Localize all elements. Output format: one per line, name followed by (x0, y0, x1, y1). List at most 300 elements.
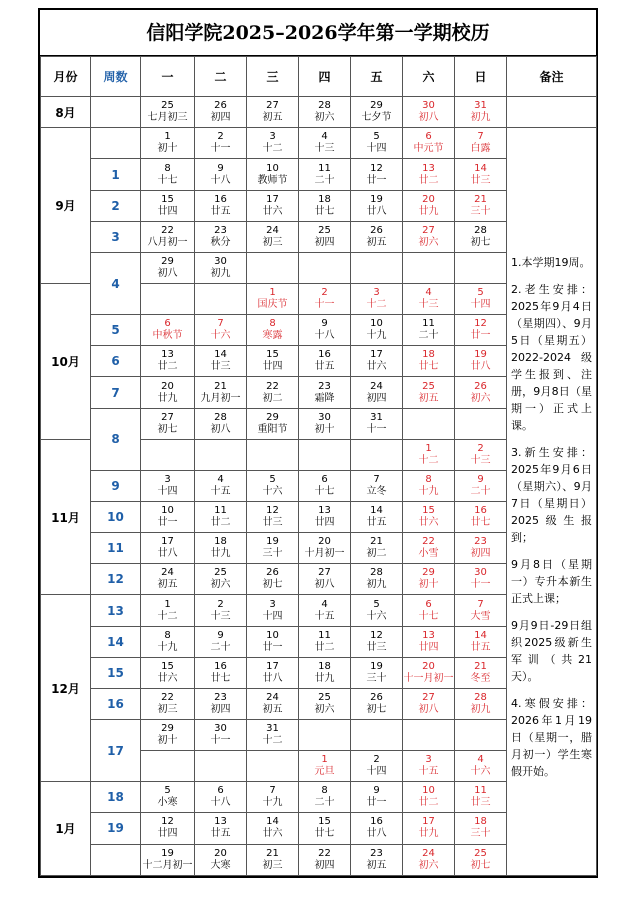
day-cell (403, 252, 455, 283)
day-number: 16 (214, 193, 227, 205)
day-cell (247, 688, 299, 719)
lunar-date: 廿六 (157, 672, 178, 684)
lunar-date: 初六 (470, 392, 491, 404)
day-cell (351, 439, 403, 470)
day-cell (247, 439, 299, 470)
day-number: 4 (321, 131, 328, 143)
note-item: 1.本学期19周。 (511, 256, 591, 270)
day-cell (141, 128, 195, 159)
day-cell (455, 377, 507, 408)
lunar-date: 廿五 (470, 641, 491, 653)
day-number: 14 (474, 629, 487, 641)
day-number: 7 (217, 318, 224, 330)
lunar-date: 廿八 (262, 672, 283, 684)
calendar-table (40, 56, 597, 876)
day-cell (247, 720, 299, 751)
lunar-date: 廿八 (366, 828, 387, 840)
lunar-date: 初八 (418, 703, 439, 715)
lunar-date: 廿九 (210, 548, 231, 560)
month-label: 10月 (41, 284, 91, 440)
day-number: 6 (164, 318, 171, 330)
lunar-date: 重阳节 (257, 423, 288, 435)
day-number: 29 (370, 100, 383, 112)
note-item: 2.老生安排：2025年9月4日（星期四）、9月5日（星期五）2022-2024级学生报到、注册，9月8日（星期一）正式上课。 (511, 283, 592, 433)
day-cell (247, 657, 299, 688)
day-number: 20 (214, 847, 227, 859)
lunar-date: 廿六 (262, 828, 283, 840)
day-number: 26 (214, 100, 227, 112)
day-number: 14 (266, 816, 279, 828)
day-number: 2 (373, 754, 380, 766)
day-number: 20 (422, 193, 435, 205)
month-label: 11月 (41, 439, 91, 595)
header-week: 周数 (91, 57, 141, 97)
lunar-date: 国庆节 (257, 299, 288, 311)
lunar-date: 初五 (366, 236, 387, 248)
day-cell (455, 221, 507, 252)
lunar-date: 初五 (262, 112, 283, 124)
day-cell (195, 252, 247, 283)
lunar-date: 十二 (157, 610, 178, 622)
day-number: 31 (266, 723, 279, 735)
day-cell (455, 439, 507, 470)
header-notes: 备注 (507, 57, 597, 97)
day-cell (195, 533, 247, 564)
day-number: 5 (269, 473, 276, 485)
day-number: 12 (266, 505, 279, 517)
day-cell (247, 626, 299, 657)
lunar-date: 廿七 (314, 205, 335, 217)
lunar-date: 初九 (366, 579, 387, 591)
day-number: 18 (214, 536, 227, 548)
day-cell (403, 470, 455, 501)
header-tue: 二 (195, 57, 247, 97)
lunar-date: 初四 (210, 703, 231, 715)
lunar-date: 十四 (366, 143, 387, 155)
lunar-date: 初三 (262, 859, 283, 871)
day-number: 30 (214, 723, 227, 735)
day-number: 10 (266, 162, 279, 174)
day-cell (195, 346, 247, 377)
lunar-date: 廿三 (210, 361, 231, 373)
day-number: 11 (318, 162, 331, 174)
day-number: 14 (474, 162, 487, 174)
lunar-date: 廿七 (470, 517, 491, 529)
day-cell (455, 346, 507, 377)
day-number: 6 (321, 473, 328, 485)
day-cell (299, 502, 351, 533)
day-cell (247, 97, 299, 128)
day-cell (247, 782, 299, 813)
day-number: 22 (318, 847, 331, 859)
lunar-date: 十一 (366, 423, 387, 435)
day-cell (351, 315, 403, 346)
day-cell (299, 128, 351, 159)
lunar-date: 十四 (157, 485, 178, 497)
day-cell (403, 720, 455, 751)
day-number: 8 (269, 318, 276, 330)
week-number: 11 (91, 533, 141, 564)
lunar-date: 秋分 (210, 236, 231, 248)
day-number: 12 (161, 816, 174, 828)
day-cell (455, 128, 507, 159)
day-cell (141, 377, 195, 408)
lunar-date: 廿二 (418, 797, 439, 809)
day-cell (351, 159, 403, 190)
lunar-date: 初四 (314, 236, 335, 248)
week-number: 5 (91, 315, 141, 346)
day-cell (351, 688, 403, 719)
day-number: 30 (422, 100, 435, 112)
day-cell (195, 97, 247, 128)
august-notes-cell (507, 97, 597, 128)
day-cell (403, 844, 455, 875)
lunar-date: 廿五 (210, 205, 231, 217)
lunar-date: 初九 (470, 703, 491, 715)
day-cell (455, 284, 507, 315)
notes-spacer (511, 128, 592, 254)
day-cell (403, 221, 455, 252)
lunar-date: 初五 (366, 859, 387, 871)
lunar-date: 十四 (262, 610, 283, 622)
day-cell (247, 190, 299, 221)
day-number: 11 (214, 505, 227, 517)
lunar-date: 廿一 (366, 797, 387, 809)
day-cell (351, 657, 403, 688)
day-number: 11 (318, 629, 331, 641)
header-thu: 四 (299, 57, 351, 97)
day-cell (299, 221, 351, 252)
lunar-date: 初十 (314, 423, 335, 435)
lunar-date: 廿一 (262, 641, 283, 653)
week-number: 9 (91, 470, 141, 501)
week-number: 10 (91, 502, 141, 533)
day-number: 25 (318, 224, 331, 236)
day-number: 13 (161, 349, 174, 361)
lunar-date: 寒露 (262, 330, 283, 342)
day-number: 27 (266, 100, 279, 112)
week-number: 3 (91, 221, 141, 252)
day-cell (351, 782, 403, 813)
day-cell (299, 564, 351, 595)
lunar-date: 十二 (418, 454, 439, 466)
day-number: 24 (161, 567, 174, 579)
day-number: 16 (370, 816, 383, 828)
day-number: 5 (164, 785, 171, 797)
lunar-date: 三十 (262, 548, 283, 560)
lunar-date: 十四 (470, 299, 491, 311)
day-cell (455, 252, 507, 283)
lunar-date: 初九 (470, 112, 491, 124)
day-number: 27 (422, 224, 435, 236)
day-cell (141, 782, 195, 813)
day-cell (403, 128, 455, 159)
day-number: 20 (161, 380, 174, 392)
lunar-date: 初八 (210, 423, 231, 435)
day-cell (299, 844, 351, 875)
day-number: 9 (217, 629, 224, 641)
day-number: 24 (266, 691, 279, 703)
day-cell (299, 626, 351, 657)
week-number: 14 (91, 626, 141, 657)
day-number: 9 (477, 473, 484, 485)
day-number: 26 (266, 567, 279, 579)
lunar-date: 初四 (470, 548, 491, 560)
day-number: 22 (422, 536, 435, 548)
week-number (91, 128, 141, 159)
day-number: 24 (266, 224, 279, 236)
lunar-date: 十二 (366, 299, 387, 311)
day-number: 22 (161, 691, 174, 703)
day-number: 24 (422, 847, 435, 859)
lunar-date: 初四 (366, 392, 387, 404)
day-cell (141, 564, 195, 595)
day-cell (247, 221, 299, 252)
day-cell (351, 128, 403, 159)
day-cell (195, 657, 247, 688)
day-number: 10 (161, 505, 174, 517)
day-cell (299, 346, 351, 377)
day-cell (299, 688, 351, 719)
day-cell (299, 284, 351, 315)
day-number: 17 (266, 660, 279, 672)
lunar-date: 初三 (157, 703, 178, 715)
lunar-date: 初五 (157, 579, 178, 591)
lunar-date: 十九 (366, 330, 387, 342)
lunar-date: 立冬 (366, 485, 387, 497)
day-number: 1 (164, 598, 171, 610)
day-number: 18 (474, 816, 487, 828)
day-number: 25 (161, 100, 174, 112)
week-number: 2 (91, 190, 141, 221)
day-number: 6 (425, 131, 432, 143)
day-cell (299, 408, 351, 439)
lunar-date: 白露 (470, 143, 491, 155)
day-cell (455, 782, 507, 813)
day-number: 4 (477, 754, 484, 766)
lunar-date: 廿六 (262, 205, 283, 217)
day-cell (195, 688, 247, 719)
day-number: 25 (214, 567, 227, 579)
lunar-date: 廿一 (366, 174, 387, 186)
day-cell (141, 626, 195, 657)
day-cell (195, 315, 247, 346)
day-number: 10 (266, 629, 279, 641)
day-cell (195, 595, 247, 626)
day-cell (351, 844, 403, 875)
day-cell (403, 315, 455, 346)
day-cell (351, 470, 403, 501)
lunar-date: 三十 (470, 205, 491, 217)
lunar-date: 廿七 (314, 828, 335, 840)
day-cell (299, 315, 351, 346)
day-number: 13 (422, 162, 435, 174)
day-cell (403, 782, 455, 813)
day-number: 16 (318, 349, 331, 361)
lunar-date: 廿一 (470, 330, 491, 342)
day-cell (455, 626, 507, 657)
lunar-date: 初七 (366, 703, 387, 715)
lunar-date: 廿四 (314, 517, 335, 529)
day-cell (351, 502, 403, 533)
day-cell (141, 408, 195, 439)
day-cell (351, 190, 403, 221)
day-cell (141, 346, 195, 377)
day-number: 29 (422, 567, 435, 579)
day-cell (195, 502, 247, 533)
day-cell (403, 813, 455, 844)
lunar-date: 七夕节 (361, 112, 392, 124)
day-cell (141, 657, 195, 688)
day-number: 6 (425, 598, 432, 610)
week-number: 16 (91, 688, 141, 719)
lunar-date: 初六 (418, 859, 439, 871)
day-cell (247, 315, 299, 346)
lunar-date: 初四 (314, 859, 335, 871)
day-number: 25 (422, 380, 435, 392)
day-cell (247, 346, 299, 377)
day-number: 10 (370, 318, 383, 330)
day-number: 4 (425, 287, 432, 299)
day-cell (247, 502, 299, 533)
calendar-row (41, 128, 597, 159)
lunar-date: 十六 (470, 766, 491, 778)
day-number: 2 (217, 598, 224, 610)
lunar-date: 廿八 (366, 205, 387, 217)
lunar-date: 廿二 (157, 361, 178, 373)
day-number: 3 (269, 598, 276, 610)
day-cell (351, 252, 403, 283)
day-number: 1 (269, 287, 276, 299)
day-cell (403, 595, 455, 626)
day-number: 15 (161, 660, 174, 672)
lunar-date: 廿一 (157, 517, 178, 529)
day-cell (455, 595, 507, 626)
header-mon: 一 (141, 57, 195, 97)
lunar-date: 十月初一 (304, 548, 345, 560)
lunar-date: 初九 (210, 267, 231, 279)
day-number: 17 (266, 193, 279, 205)
day-cell (141, 221, 195, 252)
lunar-date: 初七 (470, 859, 491, 871)
lunar-date: 元旦 (314, 766, 335, 778)
day-number: 2 (321, 287, 328, 299)
day-number: 1 (321, 754, 328, 766)
lunar-date: 初十 (157, 143, 178, 155)
lunar-date: 廿四 (262, 361, 283, 373)
lunar-date: 中元节 (413, 143, 444, 155)
day-number: 17 (161, 536, 174, 548)
day-number: 25 (474, 847, 487, 859)
day-cell (455, 720, 507, 751)
lunar-date: 十七 (418, 610, 439, 622)
day-number: 18 (422, 349, 435, 361)
day-number: 29 (161, 723, 174, 735)
day-cell (141, 751, 195, 782)
week-number: 7 (91, 377, 141, 408)
lunar-date: 八月初一 (147, 236, 188, 248)
day-number: 7 (477, 131, 484, 143)
day-cell (299, 720, 351, 751)
day-cell (141, 439, 195, 470)
lunar-date: 大寒 (210, 859, 231, 871)
day-cell (247, 751, 299, 782)
lunar-date: 十九 (262, 797, 283, 809)
week-number: 18 (91, 782, 141, 813)
day-cell (247, 813, 299, 844)
lunar-date: 廿九 (157, 392, 178, 404)
day-cell (455, 190, 507, 221)
day-cell (455, 533, 507, 564)
lunar-date: 十八 (210, 174, 231, 186)
lunar-date: 二十 (210, 641, 231, 653)
day-number: 27 (422, 691, 435, 703)
lunar-date: 十三 (470, 454, 491, 466)
day-number: 6 (217, 785, 224, 797)
header-row (41, 57, 597, 97)
day-cell (195, 408, 247, 439)
day-number: 22 (161, 224, 174, 236)
day-cell (455, 315, 507, 346)
day-cell (247, 564, 299, 595)
school-calendar (38, 8, 598, 878)
day-number: 23 (214, 224, 227, 236)
lunar-date: 十二 (262, 735, 283, 747)
day-cell (247, 533, 299, 564)
lunar-date: 廿八 (157, 548, 178, 560)
day-number: 21 (214, 380, 227, 392)
day-cell (247, 844, 299, 875)
day-cell (403, 408, 455, 439)
week-number: 8 (91, 408, 141, 470)
day-cell (403, 533, 455, 564)
lunar-date: 十七 (157, 174, 178, 186)
day-number: 31 (370, 411, 383, 423)
lunar-date: 初八 (418, 112, 439, 124)
day-number: 7 (477, 598, 484, 610)
day-number: 26 (370, 224, 383, 236)
day-cell (351, 564, 403, 595)
day-cell (403, 688, 455, 719)
day-number: 3 (425, 754, 432, 766)
lunar-date: 初六 (314, 112, 335, 124)
week-number: 12 (91, 564, 141, 595)
lunar-date: 十五 (210, 485, 231, 497)
day-number: 5 (477, 287, 484, 299)
lunar-date: 廿五 (314, 361, 335, 373)
lunar-date: 廿六 (418, 517, 439, 529)
lunar-date: 十四 (366, 766, 387, 778)
day-cell (141, 252, 195, 283)
day-cell (455, 470, 507, 501)
lunar-date: 十九 (157, 641, 178, 653)
day-cell (195, 564, 247, 595)
day-number: 17 (370, 349, 383, 361)
day-cell (141, 159, 195, 190)
day-number: 26 (370, 691, 383, 703)
lunar-date: 廿九 (418, 205, 439, 217)
lunar-date: 初十 (418, 579, 439, 591)
day-number: 31 (474, 100, 487, 112)
day-cell (141, 844, 195, 875)
day-cell (403, 751, 455, 782)
day-cell (351, 595, 403, 626)
day-cell (141, 688, 195, 719)
day-number: 10 (422, 785, 435, 797)
day-cell (195, 221, 247, 252)
day-cell (299, 252, 351, 283)
day-cell (455, 657, 507, 688)
